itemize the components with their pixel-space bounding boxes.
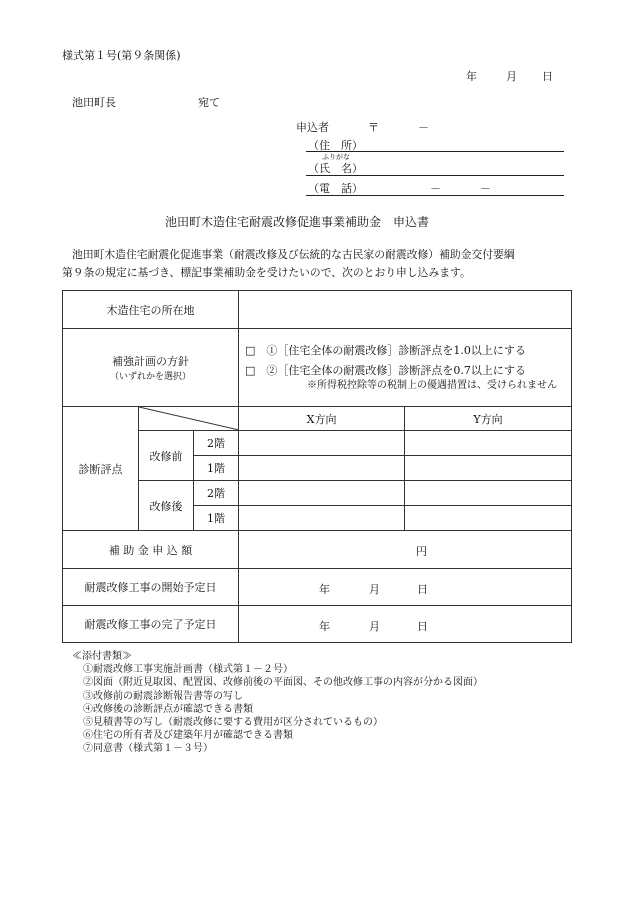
location-label: 木造住宅の所在地 — [63, 291, 239, 329]
plan-option-1[interactable]: □ ①［住宅全体の耐震改修］診断評点を1.0以上にする — [245, 343, 526, 357]
amount-field[interactable] — [239, 531, 572, 569]
start-date-field[interactable] — [239, 569, 572, 606]
plan-options-cell — [239, 329, 572, 407]
phone-label: （電 話） — [308, 182, 363, 195]
after-floor-1: 1階 — [194, 506, 239, 531]
plan-option-2-note: ※所得税控除等の税制上の優遇措置は、受けられません — [307, 379, 558, 391]
start-day: 日 — [417, 583, 429, 596]
after-floor-1-y[interactable] — [405, 506, 572, 531]
start-date-label: 耐震改修工事の開始予定日 — [63, 569, 239, 606]
phone-dash-1: － — [430, 182, 441, 195]
after-label: 改修後 — [139, 481, 194, 531]
plan-option-2[interactable]: □ ②［住宅全体の耐震改修］診断評点を0.7以上にする — [245, 363, 526, 377]
document-title: 池田町木造住宅耐震改修促進事業補助金 申込書 — [165, 215, 430, 229]
location-field[interactable] — [239, 291, 572, 329]
y-direction-header: Y方向 — [405, 407, 572, 431]
plan-label: 補強計画の方針 — [112, 355, 190, 368]
phone-line — [306, 195, 564, 196]
recipient-name: 池田町長 — [72, 96, 116, 109]
end-month: 月 — [369, 620, 381, 633]
after-floor-1-x[interactable] — [239, 506, 405, 531]
before-floor-1-x[interactable] — [239, 456, 405, 481]
date-year: 年 — [466, 70, 477, 83]
phone-dash-2: － — [480, 182, 491, 195]
name-label: （氏 名） — [308, 162, 363, 175]
start-year: 年 — [319, 583, 331, 596]
recipient-suffix: 宛て — [198, 96, 220, 109]
after-floor-2-y[interactable] — [405, 481, 572, 506]
address-label: （住 所） — [308, 139, 363, 152]
date-day: 日 — [542, 70, 553, 83]
applicant-label: 申込者 — [296, 121, 329, 134]
diagonal-line — [139, 407, 239, 430]
diagonal-header-cell — [139, 407, 239, 431]
date-month: 月 — [506, 70, 517, 83]
form-number: 様式第１号(第９条関係) — [62, 49, 181, 62]
plan-sub-label: （いずれかを選択） — [110, 372, 192, 382]
end-day: 日 — [417, 620, 429, 633]
application-table — [62, 290, 572, 643]
amount-label: 補 助 金 申 込 額 — [63, 531, 239, 569]
postal-dash: － — [418, 121, 429, 134]
before-label: 改修前 — [139, 431, 194, 481]
before-floor-1: 1階 — [194, 456, 239, 481]
start-month: 月 — [369, 583, 381, 596]
intro-line-2: 第９条の規定に基づき、標記事業補助金を受けたいので、次のとおり申し込みます。 — [62, 266, 471, 279]
attachment-item: ⑦同意書（様式第１－３号） — [83, 743, 213, 755]
furigana-label: ふりがな — [322, 153, 350, 161]
attachment-item: ⑥住宅の所有者及び建築年月が確認できる書類 — [83, 730, 293, 742]
plan-label-cell — [63, 329, 239, 407]
name-line — [306, 175, 564, 176]
after-floor-2: 2階 — [194, 481, 239, 506]
after-floor-2-x[interactable] — [239, 481, 405, 506]
score-label: 診断評点 — [63, 407, 139, 531]
end-date-label: 耐震改修工事の完了予定日 — [63, 606, 239, 643]
attachments-header: ≪添付書類≫ — [72, 651, 132, 662]
before-floor-2: 2階 — [194, 431, 239, 456]
attachments-list — [72, 650, 483, 756]
postal-mark: 〒 — [368, 121, 379, 134]
end-date-field[interactable] — [239, 606, 572, 643]
intro-line-1: 池田町木造住宅耐震化促進事業（耐震改修及び伝統的な古民家の耐震改修）補助金交付要綱 — [72, 248, 515, 261]
end-year: 年 — [319, 620, 331, 633]
before-floor-1-y[interactable] — [405, 456, 572, 481]
x-direction-header: X方向 — [239, 407, 405, 431]
attachment-item: ⑤見積書等の写し（耐震改修に要する費用が区分されているもの） — [83, 717, 383, 729]
attachment-item: ①耐震改修工事実施計画書（様式第１－２号） — [83, 664, 293, 676]
attachment-item: ②図面（附近見取図、配置図、改修前後の平面図、その他改修工事の内容が分かる図面） — [83, 677, 483, 689]
attachment-item: ④改修後の診断評点が確認できる書類 — [83, 703, 253, 715]
yen-unit: 円 — [416, 545, 428, 558]
before-floor-2-x[interactable] — [239, 431, 405, 456]
attachment-item: ③改修前の耐震診断報告書等の写し — [83, 690, 243, 702]
before-floor-2-y[interactable] — [405, 431, 572, 456]
